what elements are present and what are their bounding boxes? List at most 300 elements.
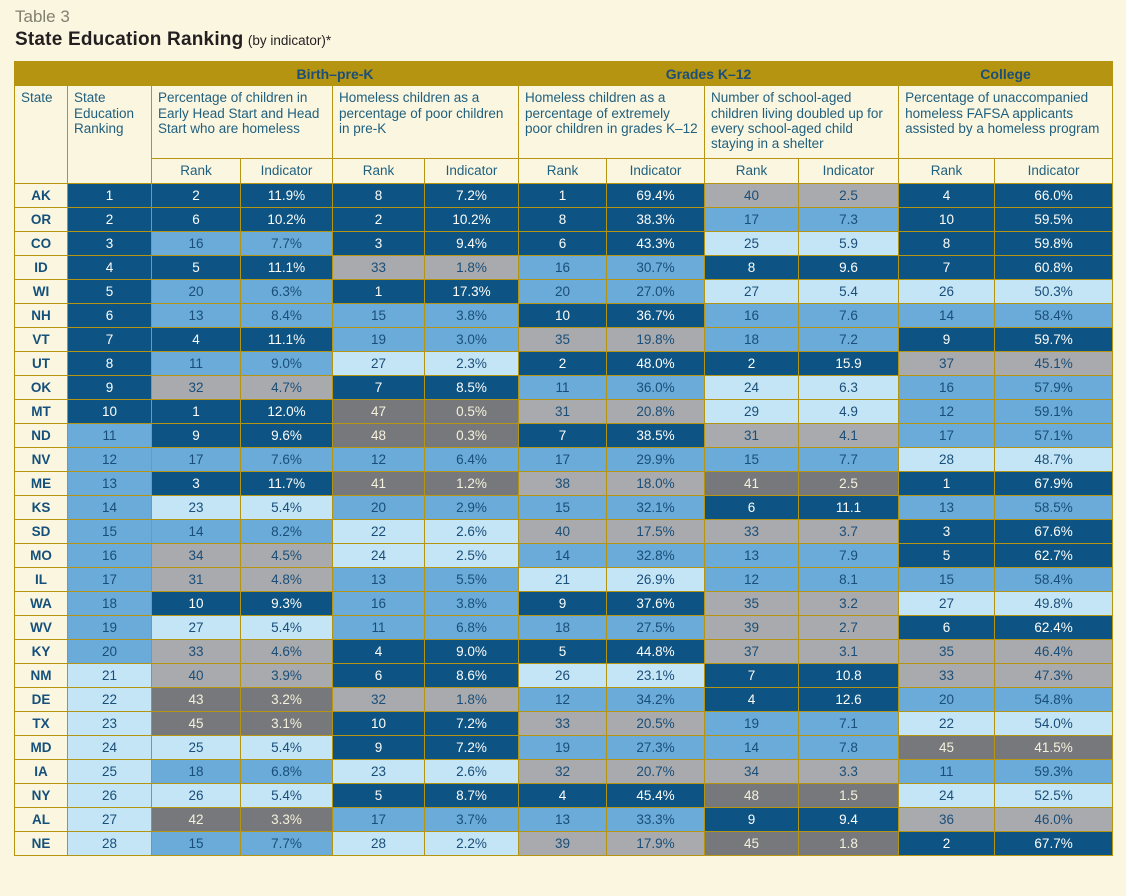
indicator-cell: 49.8% [995, 591, 1113, 615]
rank-cell: 7 [519, 423, 607, 447]
table-row [15, 735, 1113, 759]
rank-subheader-3: Rank [705, 158, 799, 183]
ranking-cell: 10 [68, 399, 152, 423]
indicator-cell: 50.3% [995, 279, 1113, 303]
ranking-cell: 14 [68, 495, 152, 519]
rank-cell: 8 [519, 207, 607, 231]
rank-cell: 16 [333, 591, 425, 615]
indicator-cell: 11.7% [241, 471, 333, 495]
indicator-cell: 2.6% [425, 759, 519, 783]
state-cell: WV [15, 615, 68, 639]
table-header [15, 62, 1113, 184]
table-row [15, 183, 1113, 207]
rank-cell: 33 [333, 255, 425, 279]
ranking-cell: 5 [68, 279, 152, 303]
indicator-cell: 62.7% [995, 543, 1113, 567]
table-row [15, 423, 1113, 447]
state-cell: ID [15, 255, 68, 279]
rank-cell: 7 [705, 663, 799, 687]
table-body [15, 183, 1113, 855]
rank-cell: 11 [152, 351, 241, 375]
indicator-cell: 15.9 [799, 351, 899, 375]
heading-line [15, 29, 1126, 52]
rank-cell: 8 [899, 231, 995, 255]
rank-cell: 3 [333, 231, 425, 255]
table-row [15, 399, 1113, 423]
indicator-cell: 8.4% [241, 303, 333, 327]
indicator-cell: 7.2 [799, 327, 899, 351]
rank-cell: 5 [519, 639, 607, 663]
rank-cell: 17 [333, 807, 425, 831]
rank-cell: 14 [705, 735, 799, 759]
ranking-cell: 25 [68, 759, 152, 783]
ranking-cell: 1 [68, 183, 152, 207]
rank-cell: 47 [333, 399, 425, 423]
rank-cell: 16 [519, 255, 607, 279]
indicator-cell: 2.5% [425, 543, 519, 567]
indicator-cell: 54.0% [995, 711, 1113, 735]
rank-cell: 1 [899, 471, 995, 495]
indicator-cell: 3.7 [799, 519, 899, 543]
rank-cell: 9 [705, 807, 799, 831]
indicator-cell: 4.9 [799, 399, 899, 423]
indicator-cell: 37.6% [607, 591, 705, 615]
rank-cell: 37 [705, 639, 799, 663]
rank-subheader-1: Rank [333, 158, 425, 183]
corner-cell [15, 62, 68, 86]
ranking-cell: 20 [68, 639, 152, 663]
rank-cell: 2 [152, 183, 241, 207]
rank-cell: 22 [333, 519, 425, 543]
indicator-cell: 3.1 [799, 639, 899, 663]
indicator-cell: 38.3% [607, 207, 705, 231]
ranking-cell: 11 [68, 423, 152, 447]
rank-cell: 17 [899, 423, 995, 447]
state-cell: UT [15, 351, 68, 375]
rank-cell: 7 [899, 255, 995, 279]
indicator-cell: 4.1 [799, 423, 899, 447]
ranking-cell: 23 [68, 711, 152, 735]
indicator-cell: 27.0% [607, 279, 705, 303]
rank-cell: 18 [519, 615, 607, 639]
indicator-cell: 58.5% [995, 495, 1113, 519]
indicator-cell: 26.9% [607, 567, 705, 591]
indicator-cell: 3.8% [425, 591, 519, 615]
indicator-cell: 6.8% [241, 759, 333, 783]
indicator-cell: 48.0% [607, 351, 705, 375]
indicator-cell: 3.0% [425, 327, 519, 351]
ranking-cell: 2 [68, 207, 152, 231]
rank-cell: 31 [152, 567, 241, 591]
rank-cell: 41 [333, 471, 425, 495]
indicator-cell: 6.4% [425, 447, 519, 471]
state-cell: WA [15, 591, 68, 615]
table-row [15, 615, 1113, 639]
rank-cell: 34 [152, 543, 241, 567]
rank-cell: 10 [152, 591, 241, 615]
table-number: Table 3 [15, 7, 70, 26]
rank-cell: 17 [705, 207, 799, 231]
table-row [15, 447, 1113, 471]
indicator-cell: 20.7% [607, 759, 705, 783]
rank-cell: 15 [705, 447, 799, 471]
group-header-cell-0: Birth–pre-K [152, 62, 519, 86]
rank-cell: 24 [333, 543, 425, 567]
table-row [15, 471, 1113, 495]
indicator-cell: 4.6% [241, 639, 333, 663]
indicator-cell: 5.4% [241, 783, 333, 807]
rank-cell: 15 [519, 495, 607, 519]
rank-cell: 23 [333, 759, 425, 783]
indicator-cell: 11.1 [799, 495, 899, 519]
rank-cell: 32 [333, 687, 425, 711]
ranking-cell: 12 [68, 447, 152, 471]
indicator-cell: 9.3% [241, 591, 333, 615]
ranking-table [14, 61, 1113, 856]
rank-cell: 10 [519, 303, 607, 327]
rank-cell: 26 [899, 279, 995, 303]
rank-cell: 2 [705, 351, 799, 375]
rank-cell: 2 [899, 831, 995, 855]
indicator-cell: 2.2% [425, 831, 519, 855]
corner-cell [68, 62, 152, 86]
indicator-cell: 58.4% [995, 303, 1113, 327]
state-cell: AK [15, 183, 68, 207]
rank-cell: 24 [899, 783, 995, 807]
indicator-cell: 43.3% [607, 231, 705, 255]
rank-cell: 16 [899, 375, 995, 399]
rank-cell: 5 [333, 783, 425, 807]
ranking-cell: 27 [68, 807, 152, 831]
rank-cell: 23 [152, 495, 241, 519]
table-row [15, 375, 1113, 399]
indicator-cell: 1.8% [425, 255, 519, 279]
rank-cell: 34 [705, 759, 799, 783]
rank-cell: 10 [333, 711, 425, 735]
rank-cell: 35 [899, 639, 995, 663]
subheader-row [15, 158, 1113, 183]
rank-cell: 48 [333, 423, 425, 447]
rank-cell: 16 [152, 231, 241, 255]
rank-cell: 18 [705, 327, 799, 351]
table-row [15, 759, 1113, 783]
rank-cell: 25 [705, 231, 799, 255]
rank-cell: 1 [519, 183, 607, 207]
ranking-cell: 17 [68, 567, 152, 591]
rank-cell: 39 [519, 831, 607, 855]
rank-subheader-2: Rank [519, 158, 607, 183]
indicator-cell: 57.9% [995, 375, 1113, 399]
indicator-cell: 8.2% [241, 519, 333, 543]
indicator-cell: 29.9% [607, 447, 705, 471]
indicator-cell: 67.6% [995, 519, 1113, 543]
rank-cell: 31 [705, 423, 799, 447]
rank-cell: 20 [899, 687, 995, 711]
indicator-cell: 3.7% [425, 807, 519, 831]
rank-cell: 33 [152, 639, 241, 663]
indicator-cell: 9.4% [425, 231, 519, 255]
rank-cell: 40 [705, 183, 799, 207]
rank-cell: 4 [899, 183, 995, 207]
rank-cell: 18 [152, 759, 241, 783]
rank-cell: 6 [519, 231, 607, 255]
state-cell: CO [15, 231, 68, 255]
indicator-cell: 6.3% [241, 279, 333, 303]
indicator-description-0: Percentage of children in Early Head Start and Head Start who are homeless [152, 86, 333, 159]
state-column-header: State [15, 86, 68, 184]
rank-cell: 27 [333, 351, 425, 375]
table-row [15, 591, 1113, 615]
rank-cell: 7 [333, 375, 425, 399]
rank-cell: 25 [152, 735, 241, 759]
group-header-cell-1: Grades K–12 [519, 62, 899, 86]
indicator-cell: 7.2% [425, 183, 519, 207]
indicator-cell: 7.8 [799, 735, 899, 759]
indicator-subheader-2: Indicator [607, 158, 705, 183]
state-cell: ND [15, 423, 68, 447]
rank-cell: 48 [705, 783, 799, 807]
indicator-cell: 7.3 [799, 207, 899, 231]
rank-cell: 45 [899, 735, 995, 759]
indicator-cell: 11.9% [241, 183, 333, 207]
table-row [15, 327, 1113, 351]
indicator-cell: 17.5% [607, 519, 705, 543]
rank-cell: 16 [705, 303, 799, 327]
rank-cell: 13 [705, 543, 799, 567]
state-cell: TX [15, 711, 68, 735]
state-cell: DE [15, 687, 68, 711]
indicator-cell: 59.7% [995, 327, 1113, 351]
indicator-cell: 45.4% [607, 783, 705, 807]
indicator-subheader-4: Indicator [995, 158, 1113, 183]
indicator-cell: 5.4% [241, 495, 333, 519]
rank-cell: 39 [705, 615, 799, 639]
indicator-cell: 2.6% [425, 519, 519, 543]
indicator-cell: 34.2% [607, 687, 705, 711]
rank-cell: 4 [333, 639, 425, 663]
rank-cell: 13 [152, 303, 241, 327]
rank-cell: 43 [152, 687, 241, 711]
indicator-cell: 11.1% [241, 327, 333, 351]
rank-cell: 20 [152, 279, 241, 303]
indicator-cell: 5.4% [241, 735, 333, 759]
indicator-cell: 3.2 [799, 591, 899, 615]
rank-cell: 38 [519, 471, 607, 495]
ranking-column-header: State Education Ranking [68, 86, 152, 184]
rank-cell: 8 [705, 255, 799, 279]
indicator-cell: 32.1% [607, 495, 705, 519]
rank-cell: 4 [152, 327, 241, 351]
indicator-cell: 3.1% [241, 711, 333, 735]
indicator-cell: 58.4% [995, 567, 1113, 591]
indicator-cell: 36.7% [607, 303, 705, 327]
state-cell: VT [15, 327, 68, 351]
ranking-cell: 13 [68, 471, 152, 495]
indicator-cell: 60.8% [995, 255, 1113, 279]
rank-cell: 1 [333, 279, 425, 303]
indicator-cell: 5.4 [799, 279, 899, 303]
indicator-cell: 2.5 [799, 471, 899, 495]
table-row [15, 687, 1113, 711]
state-cell: IL [15, 567, 68, 591]
indicator-cell: 9.0% [425, 639, 519, 663]
rank-cell: 12 [519, 687, 607, 711]
indicator-cell: 36.0% [607, 375, 705, 399]
ranking-cell: 6 [68, 303, 152, 327]
indicator-cell: 6.8% [425, 615, 519, 639]
table-row [15, 639, 1113, 663]
rank-cell: 33 [705, 519, 799, 543]
rank-cell: 11 [519, 375, 607, 399]
description-row [15, 86, 1113, 159]
rank-cell: 9 [519, 591, 607, 615]
rank-cell: 4 [519, 783, 607, 807]
rank-cell: 19 [519, 735, 607, 759]
indicator-cell: 27.5% [607, 615, 705, 639]
table-row [15, 279, 1113, 303]
indicator-cell: 4.7% [241, 375, 333, 399]
ranking-cell: 7 [68, 327, 152, 351]
ranking-cell: 21 [68, 663, 152, 687]
indicator-cell: 9.4 [799, 807, 899, 831]
state-cell: WI [15, 279, 68, 303]
ranking-cell: 24 [68, 735, 152, 759]
indicator-cell: 10.2% [241, 207, 333, 231]
indicator-cell: 8.6% [425, 663, 519, 687]
indicator-cell: 7.7% [241, 831, 333, 855]
rank-cell: 27 [152, 615, 241, 639]
indicator-subheader-0: Indicator [241, 158, 333, 183]
indicator-cell: 20.5% [607, 711, 705, 735]
indicator-cell: 19.8% [607, 327, 705, 351]
rank-cell: 40 [519, 519, 607, 543]
state-cell: OR [15, 207, 68, 231]
indicator-cell: 38.5% [607, 423, 705, 447]
indicator-description-4: Percentage of unaccompanied homeless FAFSA applicants assisted by a homeless program [899, 86, 1113, 159]
indicator-cell: 2.9% [425, 495, 519, 519]
indicator-cell: 59.5% [995, 207, 1113, 231]
rank-cell: 33 [899, 663, 995, 687]
indicator-cell: 67.7% [995, 831, 1113, 855]
indicator-cell: 69.4% [607, 183, 705, 207]
indicator-cell: 48.7% [995, 447, 1113, 471]
rank-cell: 6 [333, 663, 425, 687]
indicator-cell: 30.7% [607, 255, 705, 279]
indicator-cell: 8.5% [425, 375, 519, 399]
rank-cell: 22 [899, 711, 995, 735]
indicator-cell: 1.5 [799, 783, 899, 807]
indicator-cell: 2.5 [799, 183, 899, 207]
indicator-cell: 5.4% [241, 615, 333, 639]
indicator-cell: 27.3% [607, 735, 705, 759]
indicator-cell: 3.8% [425, 303, 519, 327]
rank-subheader-0: Rank [152, 158, 241, 183]
indicator-cell: 7.6% [241, 447, 333, 471]
indicator-cell: 17.3% [425, 279, 519, 303]
state-cell: SD [15, 519, 68, 543]
rank-cell: 6 [899, 615, 995, 639]
ranking-cell: 8 [68, 351, 152, 375]
rank-cell: 21 [519, 567, 607, 591]
rank-cell: 6 [705, 495, 799, 519]
indicator-cell: 1.8% [425, 687, 519, 711]
table-row [15, 783, 1113, 807]
ranking-cell: 3 [68, 231, 152, 255]
state-cell: MD [15, 735, 68, 759]
indicator-cell: 8.7% [425, 783, 519, 807]
page-title: State Education Ranking [15, 29, 244, 51]
rank-cell: 40 [152, 663, 241, 687]
indicator-cell: 59.8% [995, 231, 1113, 255]
indicator-cell: 7.9 [799, 543, 899, 567]
rank-cell: 33 [519, 711, 607, 735]
state-cell: ME [15, 471, 68, 495]
table-row [15, 231, 1113, 255]
rank-cell: 13 [899, 495, 995, 519]
rank-cell: 15 [333, 303, 425, 327]
indicator-cell: 1.2% [425, 471, 519, 495]
rank-cell: 10 [899, 207, 995, 231]
rank-cell: 5 [899, 543, 995, 567]
rank-cell: 14 [519, 543, 607, 567]
rank-cell: 8 [333, 183, 425, 207]
rank-subheader-4: Rank [899, 158, 995, 183]
indicator-cell: 5.5% [425, 567, 519, 591]
indicator-cell: 3.3 [799, 759, 899, 783]
state-cell: AL [15, 807, 68, 831]
indicator-cell: 59.1% [995, 399, 1113, 423]
indicator-cell: 57.1% [995, 423, 1113, 447]
indicator-cell: 46.4% [995, 639, 1113, 663]
indicator-cell: 9.6 [799, 255, 899, 279]
state-cell: KY [15, 639, 68, 663]
rank-cell: 15 [899, 567, 995, 591]
rank-cell: 9 [333, 735, 425, 759]
rank-cell: 9 [152, 423, 241, 447]
rank-cell: 24 [705, 375, 799, 399]
rank-cell: 1 [152, 399, 241, 423]
ranking-cell: 4 [68, 255, 152, 279]
indicator-cell: 17.9% [607, 831, 705, 855]
indicator-cell: 7.6 [799, 303, 899, 327]
rank-cell: 20 [519, 279, 607, 303]
state-cell: MT [15, 399, 68, 423]
rank-cell: 26 [152, 783, 241, 807]
rank-cell: 9 [899, 327, 995, 351]
rank-cell: 35 [519, 327, 607, 351]
indicator-cell: 5.9 [799, 231, 899, 255]
rank-cell: 19 [333, 327, 425, 351]
rank-cell: 14 [152, 519, 241, 543]
rank-cell: 20 [333, 495, 425, 519]
table-row [15, 567, 1113, 591]
table-row [15, 807, 1113, 831]
indicator-description-2: Homeless children as a percentage of extremely poor children in grades K–12 [519, 86, 705, 159]
indicator-cell: 9.6% [241, 423, 333, 447]
indicator-cell: 52.5% [995, 783, 1113, 807]
rank-cell: 31 [519, 399, 607, 423]
rank-cell: 29 [705, 399, 799, 423]
rank-cell: 37 [899, 351, 995, 375]
rank-cell: 5 [152, 255, 241, 279]
ranking-cell: 15 [68, 519, 152, 543]
table-row [15, 351, 1113, 375]
indicator-cell: 32.8% [607, 543, 705, 567]
indicator-cell: 47.3% [995, 663, 1113, 687]
indicator-cell: 2.3% [425, 351, 519, 375]
rank-cell: 17 [519, 447, 607, 471]
indicator-description-1: Homeless children as a percentage of poor children in pre-K [333, 86, 519, 159]
